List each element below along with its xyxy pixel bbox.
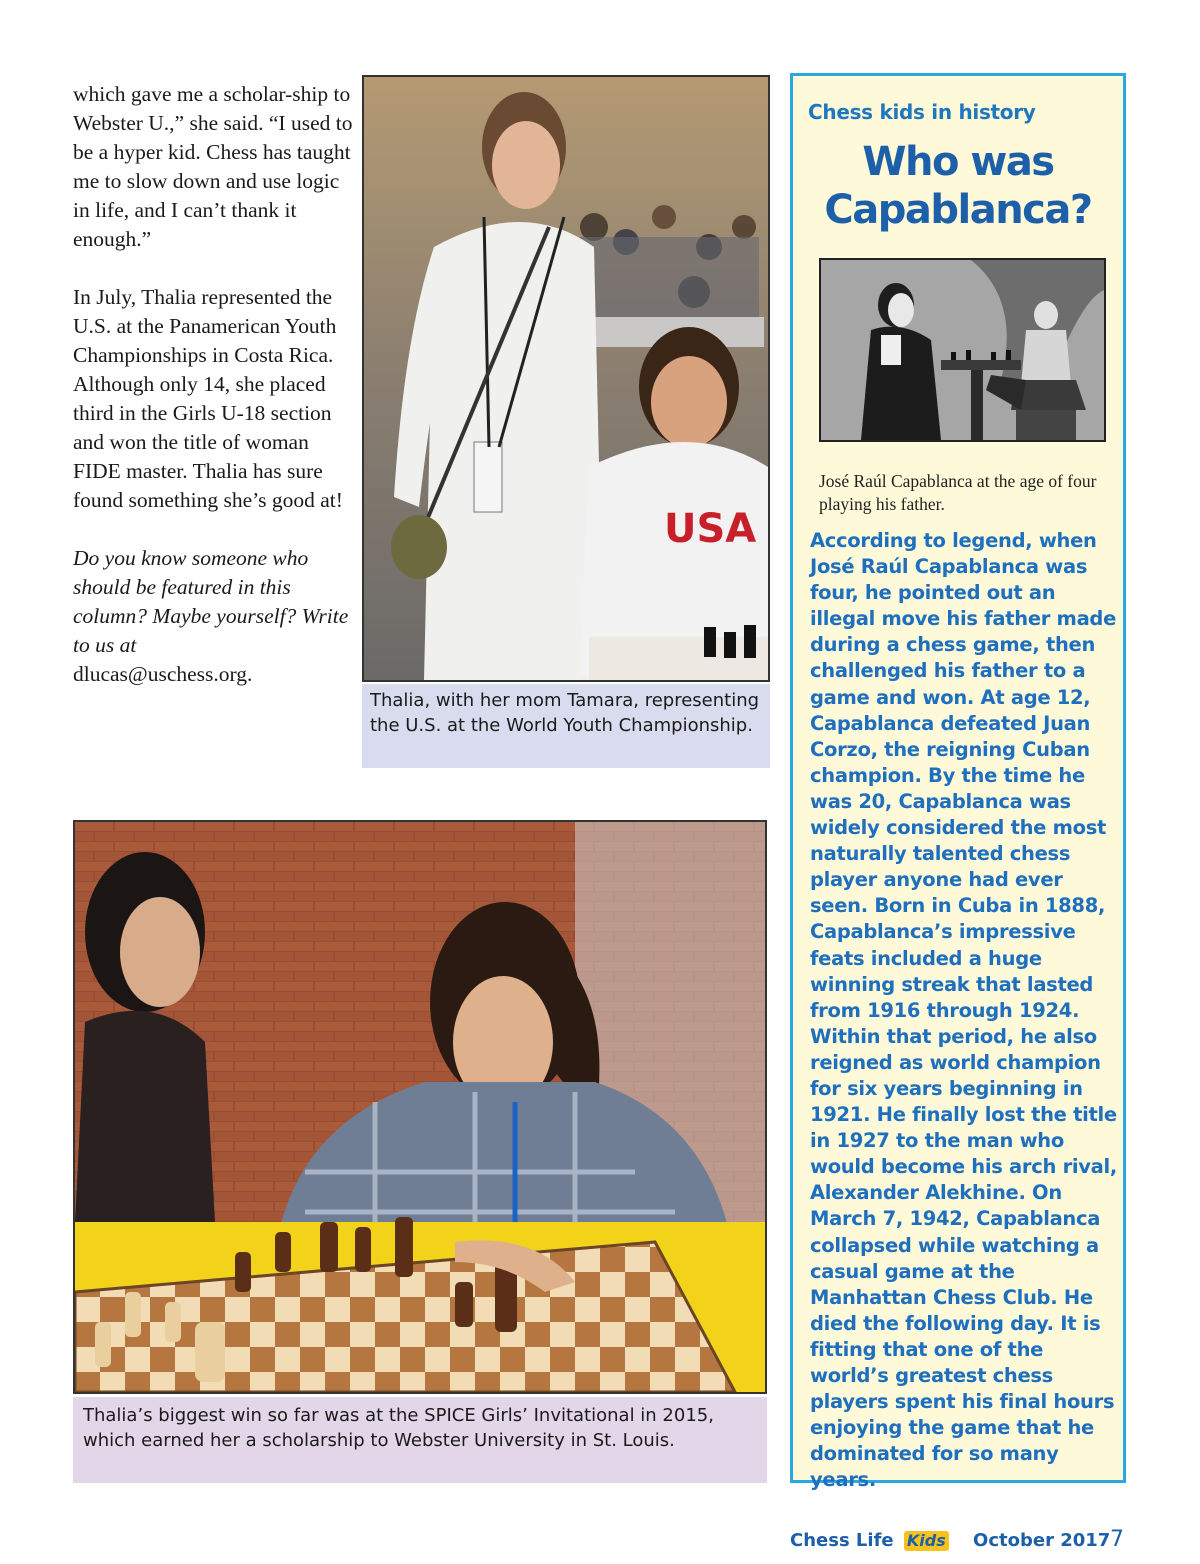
bottom-photo-caption-text: Thalia’s biggest win so far was at the SPICE Girls’ Invitational in 2015, which earned her a scholarship to Webster University in St. Louis. <box>83 1405 714 1451</box>
top-photo-caption-text: Thalia, with her mom Tamara, representing the U.S. at the World Youth Championship. <box>370 690 760 736</box>
top-photo-caption <box>362 684 770 768</box>
sidebar-photo-caption: José Raúl Capablanca at the age of four playing his father. <box>819 471 1097 514</box>
photo-thalia-chess-game-illustration <box>75 822 765 1392</box>
photo-capablanca-and-father <box>819 258 1106 442</box>
photo-capablanca-illustration <box>821 260 1104 440</box>
photo-thalia-and-mom-illustration <box>364 77 768 680</box>
sidebar-title: Who was Capablanca? <box>824 139 1092 233</box>
shirt-lettering: USA <box>664 506 757 552</box>
sidebar-kicker: Chess kids in history <box>808 100 1036 124</box>
footer-issue: October 2017 <box>973 1530 1111 1551</box>
sidebar-body: According to legend, when José Raúl Capablanca was four, he pointed out an illegal move his father made during a chess game, then challenged his father to a game and won. At age 12, Capablanca defeated Juan Corzo, the reigning Cuban champion. By the time he was 20, Capablanca was widely considered the most naturally talented chess player anyone had ever seen. Born in Cuba in 1888, Capablanca’s impressive feats included a huge winning streak that lasted from 1916 through 1924. Within that period, he also reigned as world champion for six years beginning in 1921. He finally lost the title in 1927 to the man who would become his arch rival, Alexander Alekhine. On March 7, 1942, Capablanca collapsed while watching a casual game at the Manhattan Chess Club. He died the following day. It is fitting that one of the world’s greatest chess players spent his final hours enjoying the game that he dominated for so many years. <box>810 529 1118 1492</box>
article-paragraph: In July, Thalia represented the U.S. at the Panamerican Youth Championships in Costa Rica. Although only 14, she placed third in the Girls U-18 section and won the title of woman FIDE master. Thalia has sure found something she’s good at! <box>73 285 343 512</box>
sidebar-chess-kids-history <box>790 73 1126 1492</box>
photo-thalia-and-mom <box>362 75 770 682</box>
call-to-action-text: Do you know someone who should be featured in this column? Maybe yourself? Write to us at <box>73 546 349 657</box>
call-to-action <box>73 544 353 689</box>
bottom-photo-caption <box>73 1397 767 1483</box>
article-paragraph: which gave me a scholar-ship to Webster U.,” she said. “I used to be a hyper kid. Chess has taught me to slow down and use logic in life, and I can’t thank it enough.” <box>73 82 353 251</box>
page-footer <box>790 1527 1130 1560</box>
footer-magazine-name: Chess Life <box>790 1530 894 1551</box>
page-number: 7 <box>1110 1527 1124 1552</box>
photo-thalia-chess-game <box>73 820 767 1394</box>
footer-kids-badge: Kids <box>904 1531 949 1551</box>
contact-email[interactable]: dlucas@uschess.org. <box>73 662 253 686</box>
article-text-column <box>73 80 353 689</box>
